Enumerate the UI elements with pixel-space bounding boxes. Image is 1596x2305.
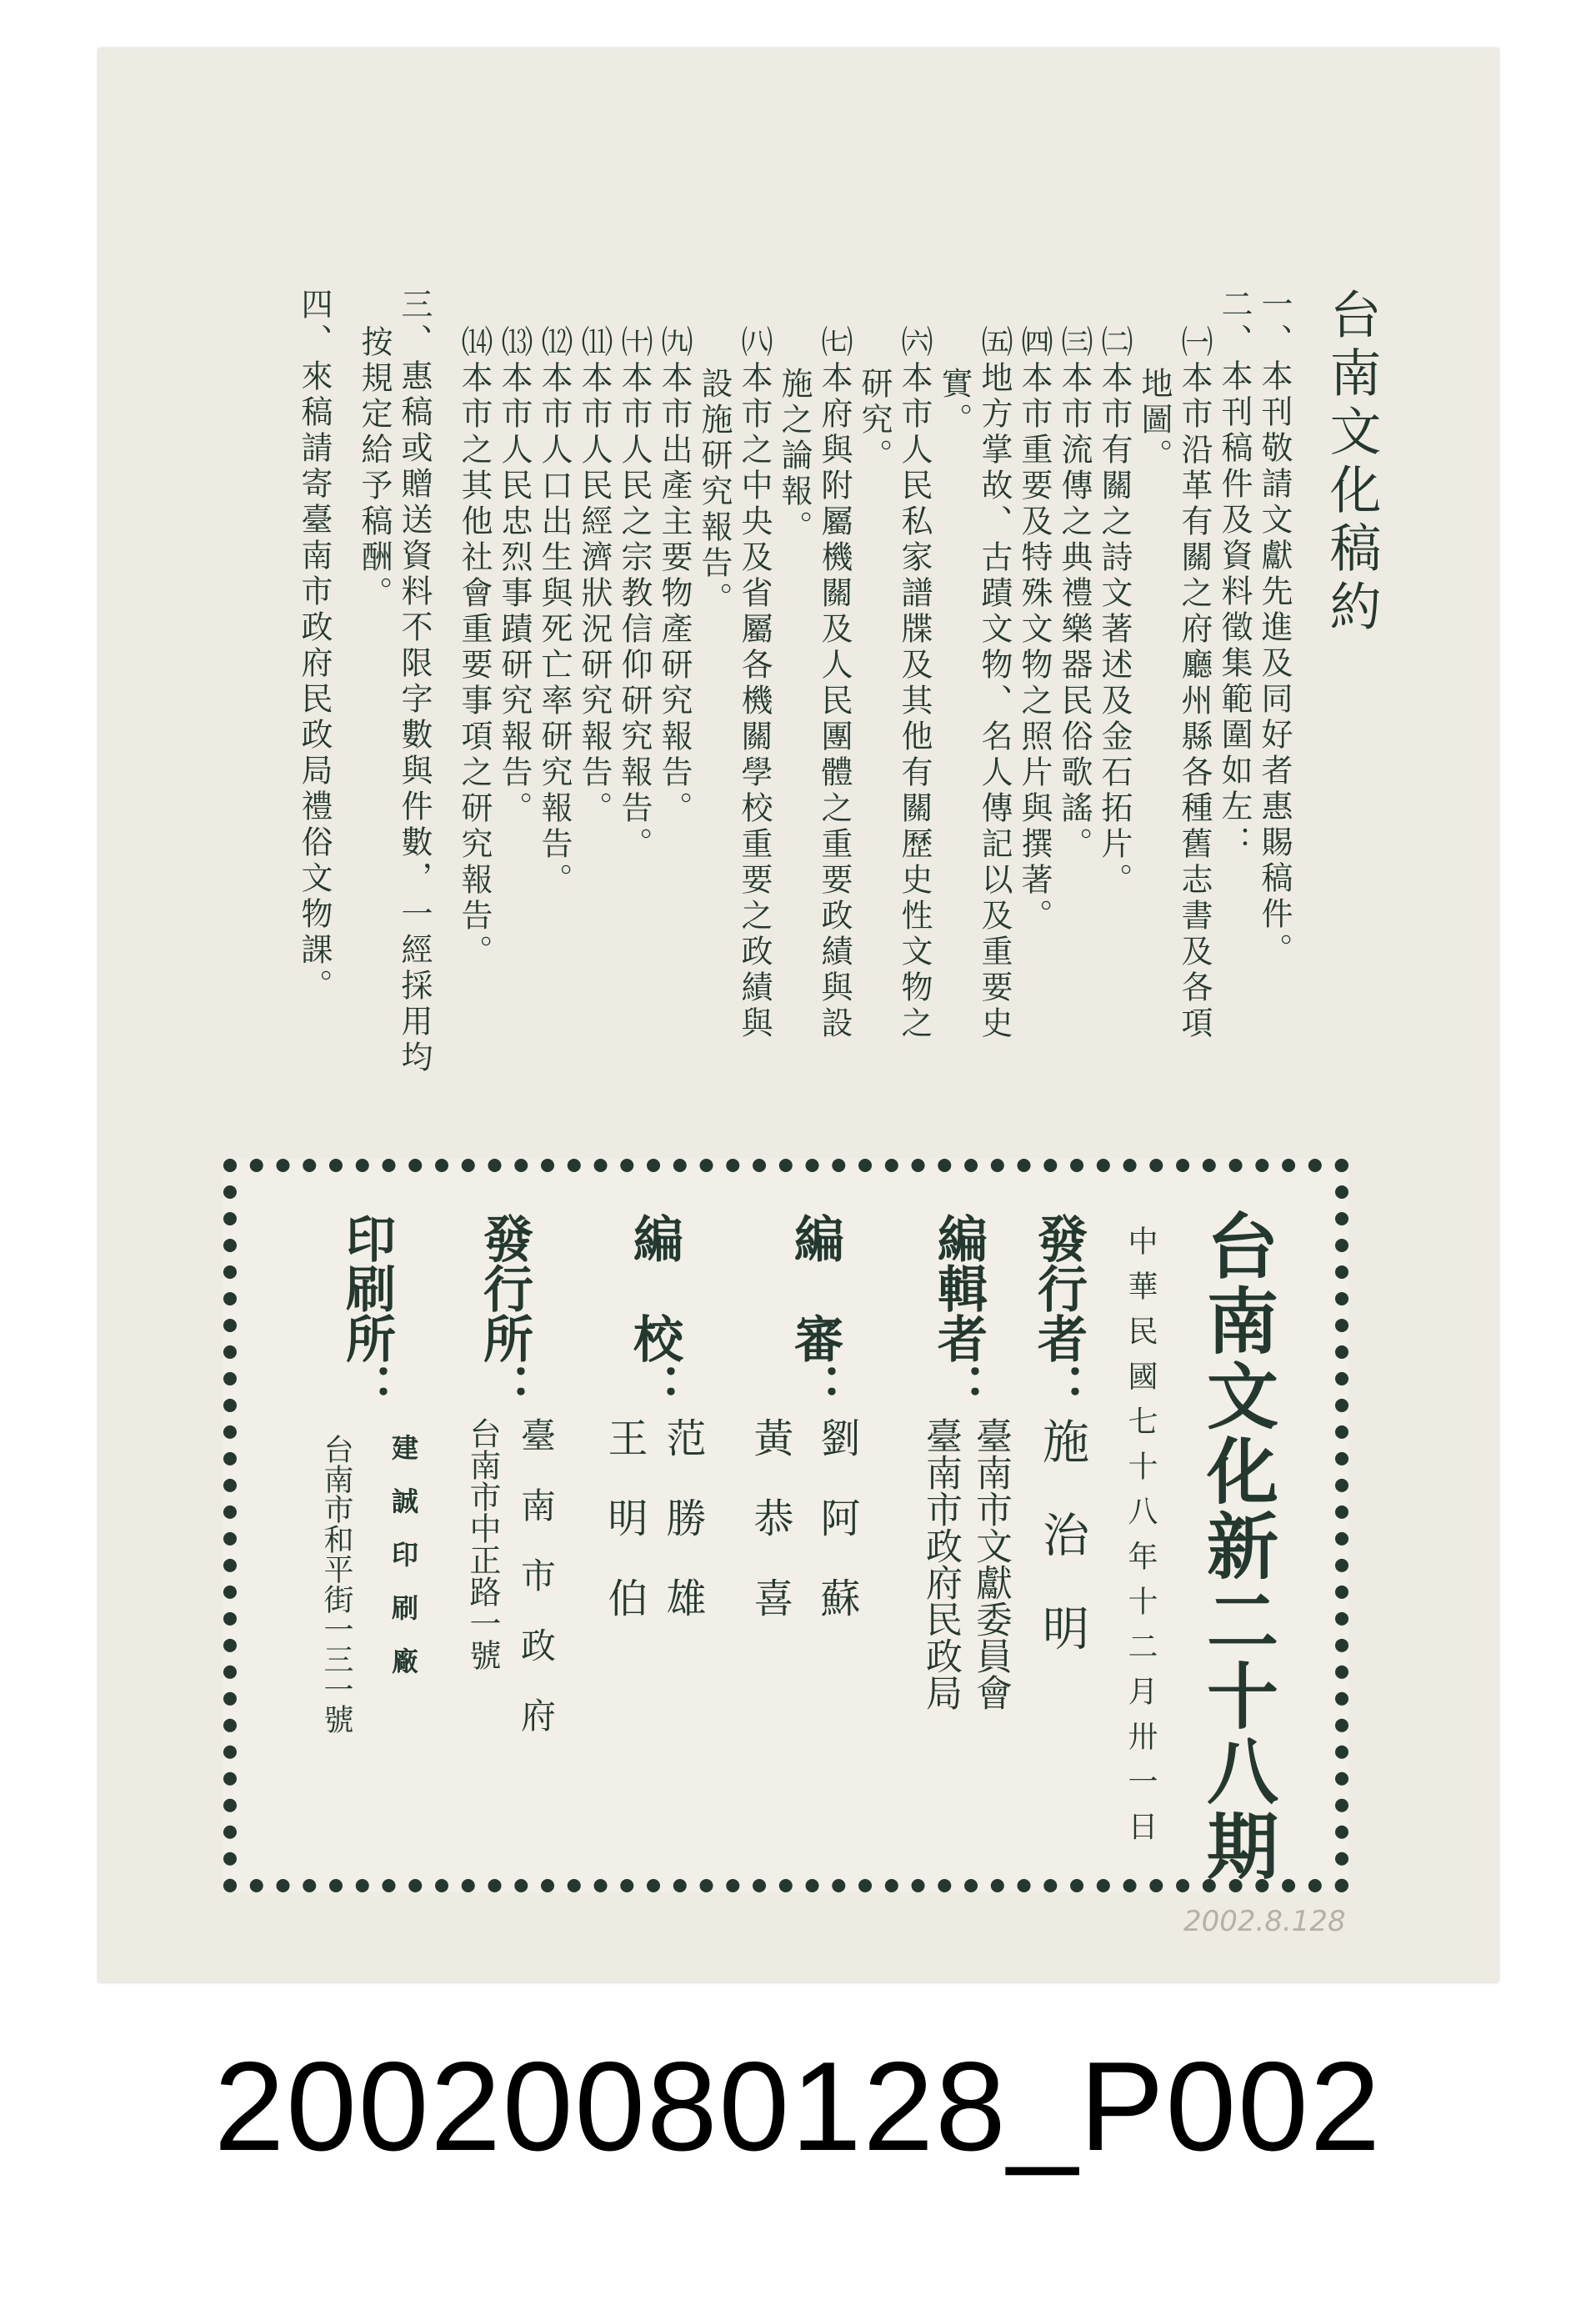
proofreader-label: 編 校： (625, 1213, 683, 1413)
notice-line-10: ㈥本市人民私家譜牒及其他有關歷史性文物之 (896, 325, 933, 1042)
reviewer-label: 編 審： (786, 1213, 844, 1413)
notice-line-6: ㈢本市流傳之典禮樂器民俗歌謠。 (1056, 325, 1093, 863)
proofreader-1: 范 勝 雄 (659, 1417, 706, 1617)
notice-line-19: ⑿本市人口出生與死亡率研究報告。 (536, 325, 573, 899)
issuer-2: 台南市中正路一號 (464, 1417, 501, 1671)
notice-line-11: 研究。 (856, 367, 893, 474)
printer-1: 建 誠 印 刷 廠 (388, 1434, 419, 1674)
printer-2: 台南市和平街一三一號 (319, 1434, 353, 1734)
issuer-label: 發行所： (475, 1213, 533, 1413)
reviewer-2: 黃 恭 喜 (747, 1417, 793, 1617)
notice-line-12: ㈦本府與附屬機關及人民團體之重要政績與設 (816, 325, 853, 1042)
pencil-note: 2002.8.128 (1183, 1905, 1346, 1938)
notice-line-4: 地圖。 (1136, 367, 1173, 474)
colophon-date: 中華民國七十八年十二月卅一日 (1123, 1225, 1158, 1856)
proofreader-2: 王 明 伯 (601, 1417, 648, 1617)
notice-line-15: 設施研究報告。 (696, 367, 733, 618)
publisher-label: 發行者： (1029, 1213, 1088, 1413)
notice-line-3: ㈠本市沿革有關之府廳州縣各種舊志書及各項 (1176, 325, 1213, 1042)
colophon-title: 台南文化新二十八期 (1194, 1209, 1278, 1884)
reviewer-1: 劉 阿 蘇 (813, 1417, 860, 1617)
editor-label: 編輯者： (929, 1213, 988, 1413)
notice-line-7: ㈣本市重要及特殊文物之照片與撰著。 (1016, 325, 1053, 935)
notice-line-2: 二、本刊稿件及資料徵集範圍如左： (1216, 288, 1253, 861)
notice-line-18: ⑾本市人民經濟狀況研究報告。 (576, 325, 613, 827)
notice-line-22: 三、惠稿或贈送資料不限字數與件數，一經採用均 (396, 288, 433, 1076)
editor-2: 臺南市政府民政局 (919, 1417, 962, 1711)
notice-line-13: 施之論報。 (776, 367, 813, 546)
notice-line-8: ㈤地方掌故、古蹟文物、名人傳記以及重要史 (976, 325, 1013, 1042)
notice-line-20: ⒀本市人民忠烈事蹟研究報告。 (496, 325, 533, 827)
publisher-name: 施 治 明 (1035, 1417, 1089, 1651)
notice-line-24: 四、來稿請寄臺南市政府民政局禮俗文物課。 (296, 288, 333, 1005)
notice-title: 台南文化稿約 (1321, 288, 1382, 638)
editor-1: 臺南市文獻委員會 (969, 1417, 1012, 1711)
image-caption: 20020080128_P002 (213, 2036, 1383, 2177)
notice-line-5: ㈡本市有關之詩文著述及金石拓片。 (1096, 325, 1133, 899)
notice-line-17: ㈩本市人民之宗教信仰研究報告。 (616, 325, 653, 863)
notice-line-16: ㈨本市出產主要物產研究報告。 (656, 325, 693, 827)
notice-line-21: ⒁本市之其他社會重要事項之研究報告。 (456, 325, 493, 970)
notice-line-23: 按規定給予稿酬。 (356, 325, 393, 612)
notice-line-1: 一、本刊敬請文獻先進及同好者惠賜稿件。 (1256, 288, 1293, 969)
issuer-1: 臺 南 市 政 府 (516, 1417, 557, 1732)
notice-line-9: 實。 (936, 367, 973, 438)
notice-line-14: ㈧本市之中央及省屬各機關學校重要之政績與 (736, 325, 773, 1042)
printer-label: 印刷所： (338, 1213, 396, 1413)
